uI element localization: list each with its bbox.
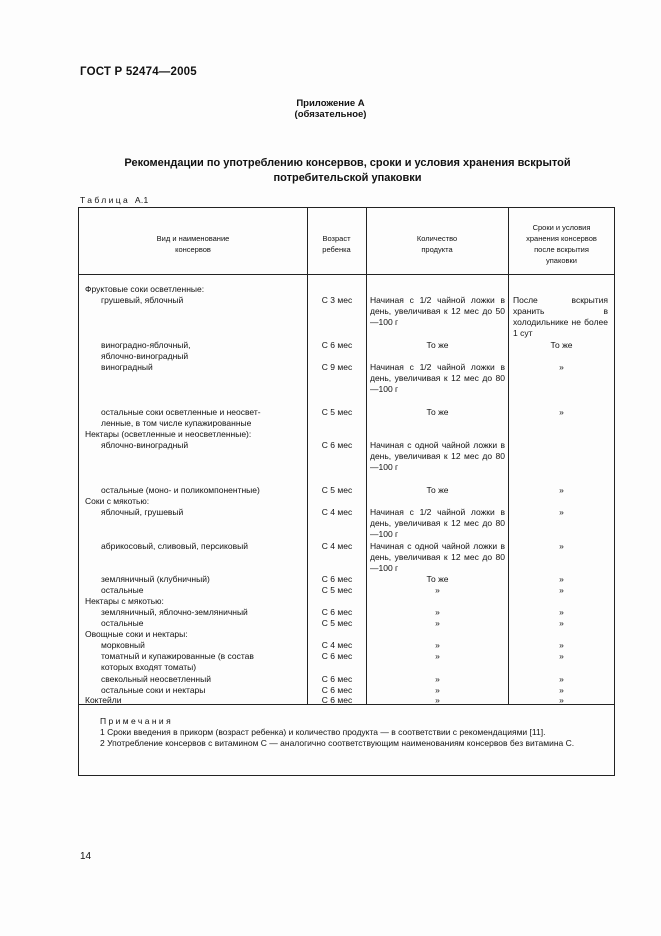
table-caption-word: Таблица xyxy=(80,195,131,205)
notes-heading: Примечания xyxy=(100,716,174,726)
storage-conditions: » xyxy=(559,651,564,661)
storage-conditions: После вскрытия хранить в холодильнике не более 1 сут xyxy=(513,295,608,338)
child-age: С 4 мес xyxy=(321,640,353,650)
product-quantity: То же xyxy=(426,485,449,495)
group-label: Овощные соки и нектары: xyxy=(85,629,188,639)
title-line-1: Рекомендации по употреблению консервов, сроки и условия хранения вскрытой xyxy=(124,157,571,169)
header-divider xyxy=(79,274,614,275)
product-name: абрикосовый, сливовый, персиковый xyxy=(101,541,248,551)
storage-conditions: То же xyxy=(550,340,573,350)
group-label: Коктейли xyxy=(85,695,122,705)
header-kind: Вид и наименование консервов xyxy=(156,234,230,254)
header-quantity: Количество продукта xyxy=(416,234,458,254)
storage-conditions: » xyxy=(559,618,564,628)
child-age: С 4 мес xyxy=(321,541,353,551)
child-age: С 9 мес xyxy=(321,362,353,372)
child-age: С 6 мес xyxy=(321,651,353,661)
note-1: 1 Сроки введения в прикорм (возраст ребенка) и количество продукта — в соответствии с рекомендациями [11]. xyxy=(100,727,546,737)
product-name: остальные (моно- и поликомпонентные) xyxy=(101,485,260,495)
product-name: ленные, в том числе купажированные xyxy=(101,418,252,428)
product-name: виноградно-яблочный, xyxy=(101,340,191,350)
product-quantity: » xyxy=(435,674,440,684)
title-line-2: потребительской упаковки xyxy=(273,172,422,184)
storage-conditions: » xyxy=(559,485,564,495)
storage-conditions: » xyxy=(559,674,564,684)
child-age: С 5 мес xyxy=(321,585,353,595)
product-name: морковный xyxy=(101,640,145,650)
product-quantity: Начиная с одной чайной ложки в день, увеличивая к 12 мес до 80—100 г xyxy=(370,541,505,573)
storage-conditions: » xyxy=(559,362,564,372)
group-label: Соки с мякотью: xyxy=(85,496,150,506)
storage-conditions: » xyxy=(559,607,564,617)
storage-conditions: » xyxy=(559,407,564,417)
product-name: яблочный, грушевый xyxy=(101,507,184,517)
table-notes xyxy=(85,716,608,749)
product-name: остальные соки и нектары xyxy=(101,685,206,695)
header-age: Возраст ребенка xyxy=(322,234,351,254)
column-divider xyxy=(366,208,367,704)
product-name: яблочно-виноградный xyxy=(101,440,189,450)
product-quantity: Начиная с 1/2 чайной ложки в день, увеличивая к 12 мес до 80—100 г xyxy=(370,507,505,539)
product-name: земляничный, яблочно-земляничный xyxy=(101,607,248,617)
child-age: С 5 мес xyxy=(321,407,353,417)
child-age: С 4 мес xyxy=(321,507,353,517)
product-name: грушевый, яблочный xyxy=(101,295,184,305)
child-age: С 6 мес xyxy=(321,340,353,350)
page-number: 14 xyxy=(80,851,92,862)
page-title xyxy=(90,156,605,186)
child-age: С 6 мес xyxy=(321,685,353,695)
child-age: С 6 мес xyxy=(321,607,353,617)
product-name: остальные соки осветленные и неосвет- xyxy=(101,407,261,417)
product-quantity: Начиная с одной чайной ложки в день, увеличивая к 12 мес до 80—100 г xyxy=(370,440,505,472)
child-age: С 5 мес xyxy=(321,618,353,628)
storage-conditions: » xyxy=(559,685,564,695)
column-divider xyxy=(508,208,509,704)
storage-conditions: » xyxy=(559,640,564,650)
storage-conditions: » xyxy=(559,541,564,551)
product-quantity: » xyxy=(435,585,440,595)
group-label: Нектары (осветленные и неосветленные): xyxy=(85,429,252,439)
group-label: Нектары с мякотью: xyxy=(85,596,164,606)
group-label: Фруктовые соки осветленные: xyxy=(85,284,205,294)
product-quantity: То же xyxy=(426,574,449,584)
product-name: остальные xyxy=(101,618,144,628)
storage-conditions: » xyxy=(559,574,564,584)
appendix-title: Приложение А xyxy=(296,98,365,109)
product-quantity: То же xyxy=(426,407,449,417)
header-storage: Сроки и условия хранения консервов после вскрытия упаковки xyxy=(526,223,597,265)
product-name: свекольный неосветленный xyxy=(101,674,211,684)
product-quantity: » xyxy=(435,618,440,628)
document-header: ГОСТ Р 52474—2005 xyxy=(80,66,197,78)
product-quantity: Начиная с 1/2 чайной ложки в день, увеличивая к 12 мес до 80—100 г xyxy=(370,362,505,394)
product-quantity: Начиная с 1/2 чайной ложки в день, увеличивая к 12 мес до 50—100 г xyxy=(370,295,505,327)
product-quantity: » xyxy=(435,685,440,695)
product-quantity: То же xyxy=(426,340,449,350)
product-name: виноградный xyxy=(101,362,153,372)
child-age: С 6 мес xyxy=(321,440,353,450)
appendix-subtitle: (обязательное) xyxy=(294,109,367,120)
product-name: которых входят томаты) xyxy=(101,662,197,672)
product-quantity: » xyxy=(435,695,440,705)
storage-conditions: » xyxy=(559,507,564,517)
child-age: С 6 мес xyxy=(321,674,353,684)
product-name: яблочно-виноградный xyxy=(101,351,189,361)
child-age: С 6 мес xyxy=(321,574,353,584)
child-age: С 5 мес xyxy=(321,485,353,495)
product-quantity: » xyxy=(435,651,440,661)
column-divider xyxy=(307,208,308,704)
product-quantity: » xyxy=(435,640,440,650)
table-caption-number: А.1 xyxy=(134,195,149,205)
child-age: С 3 мес xyxy=(321,295,353,305)
product-quantity: » xyxy=(435,607,440,617)
table-caption xyxy=(80,195,149,205)
product-name: остальные xyxy=(101,585,144,595)
note-2: 2 Употребление консервов с витамином С — аналогично соответствующим наименованиям консервов без витамина С. xyxy=(100,738,575,748)
product-name: земляничный (клубничный) xyxy=(101,574,210,584)
child-age: С 6 мес xyxy=(321,695,353,705)
data-table xyxy=(78,207,615,776)
storage-conditions: » xyxy=(559,585,564,595)
storage-conditions: » xyxy=(559,695,564,705)
product-name: томатный и купажированные (в состав xyxy=(101,651,254,661)
